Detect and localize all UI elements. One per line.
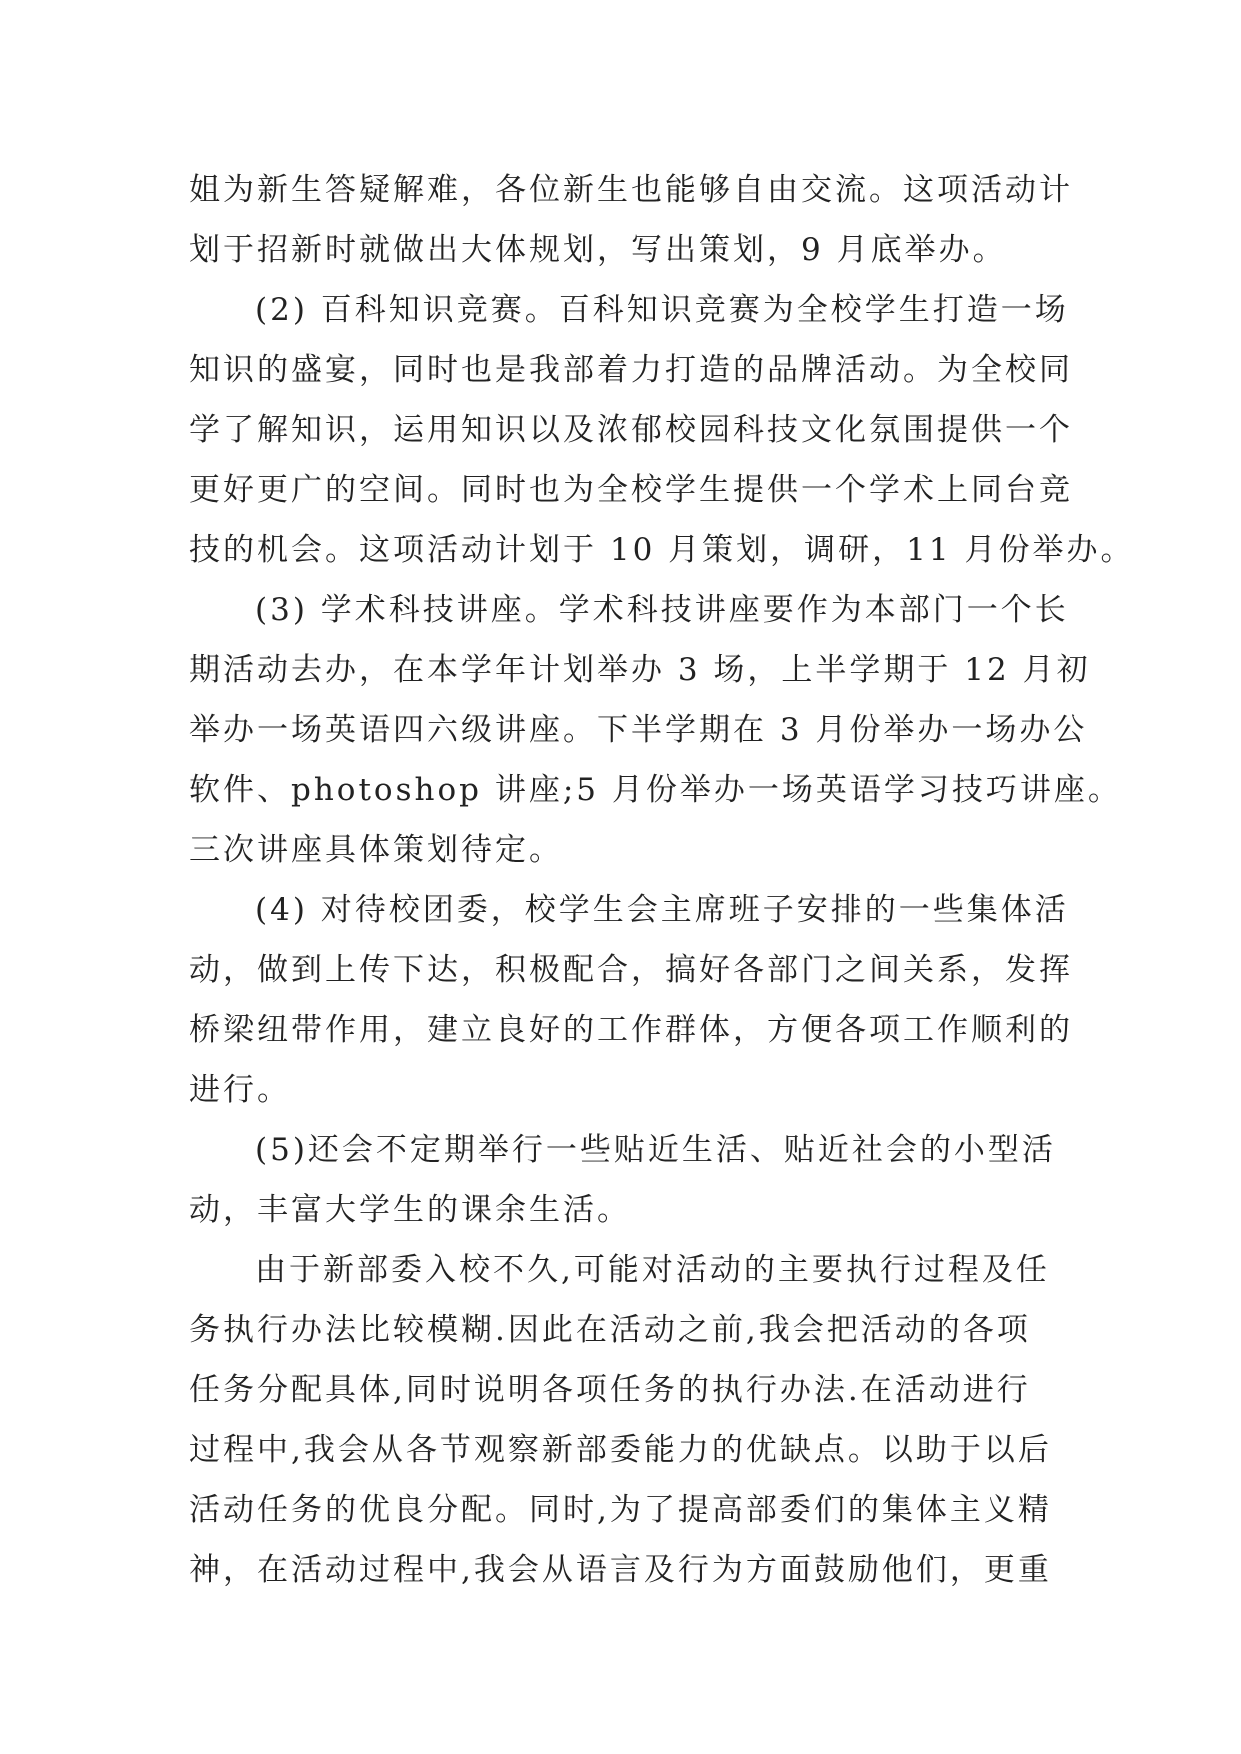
text-line: 桥梁纽带作用，建立良好的工作群体，方便各项工作顺利的 bbox=[189, 1012, 1073, 1048]
text-line: 技的机会。这项活动计划于 10 月策划，调研，11 月份举办。 bbox=[189, 532, 1135, 568]
text-line: 过程中,我会从各节观察新部委能力的优缺点。以助于以后 bbox=[189, 1432, 1052, 1468]
document-body bbox=[189, 160, 1135, 1600]
text-line: (4) 对待校团委，校学生会主席班子安排的一些集体活 bbox=[255, 892, 1069, 928]
text-line: 学了解知识，运用知识以及浓郁校园科技文化氛围提供一个 bbox=[189, 412, 1073, 448]
text-line: (5)还会不定期举行一些贴近生活、贴近社会的小型活 bbox=[255, 1132, 1056, 1168]
text-line: 知识的盛宴，同时也是我部着力打造的品牌活动。为全校同 bbox=[189, 352, 1073, 388]
text-line: 动，丰富大学生的课余生活。 bbox=[189, 1192, 631, 1228]
text-line: 由于新部委入校不久,可能对活动的主要执行过程及任 bbox=[255, 1252, 1050, 1288]
text-line: 动，做到上传下达，积极配合，搞好各部门之间关系，发挥 bbox=[189, 952, 1073, 988]
text-line: 三次讲座具体策划待定。 bbox=[189, 832, 563, 868]
text-line: 更好更广的空间。同时也为全校学生提供一个学术上同台竞 bbox=[189, 472, 1073, 508]
text-line: (2) 百科知识竞赛。百科知识竞赛为全校学生打造一场 bbox=[255, 292, 1069, 328]
text-line: 姐为新生答疑解难，各位新生也能够自由交流。这项活动计 bbox=[189, 172, 1073, 208]
text-line: 任务分配具体,同时说明各项任务的执行办法.在活动进行 bbox=[189, 1372, 1031, 1408]
text-line: 划于招新时就做出大体规划，写出策划，9 月底举办。 bbox=[189, 232, 1007, 268]
text-line: (3) 学术科技讲座。学术科技讲座要作为本部门一个长 bbox=[255, 592, 1069, 628]
text-line: 进行。 bbox=[189, 1072, 291, 1108]
text-line: 活动任务的优良分配。同时,为了提高部委们的集体主义精 bbox=[189, 1492, 1052, 1528]
text-line: 举办一场英语四六级讲座。下半学期在 3 月份举办一场办公 bbox=[189, 712, 1088, 748]
text-line: 期活动去办，在本学年计划举办 3 场，上半学期于 12 月初 bbox=[189, 652, 1091, 688]
text-line: 务执行办法比较模糊.因此在活动之前,我会把活动的各项 bbox=[189, 1312, 1031, 1348]
text-line: 软件、photoshop 讲座;5 月份举办一场英语学习技巧讲座。 bbox=[189, 772, 1122, 808]
text-line: 神，在活动过程中,我会从语言及行为方面鼓励他们，更重 bbox=[189, 1552, 1052, 1588]
